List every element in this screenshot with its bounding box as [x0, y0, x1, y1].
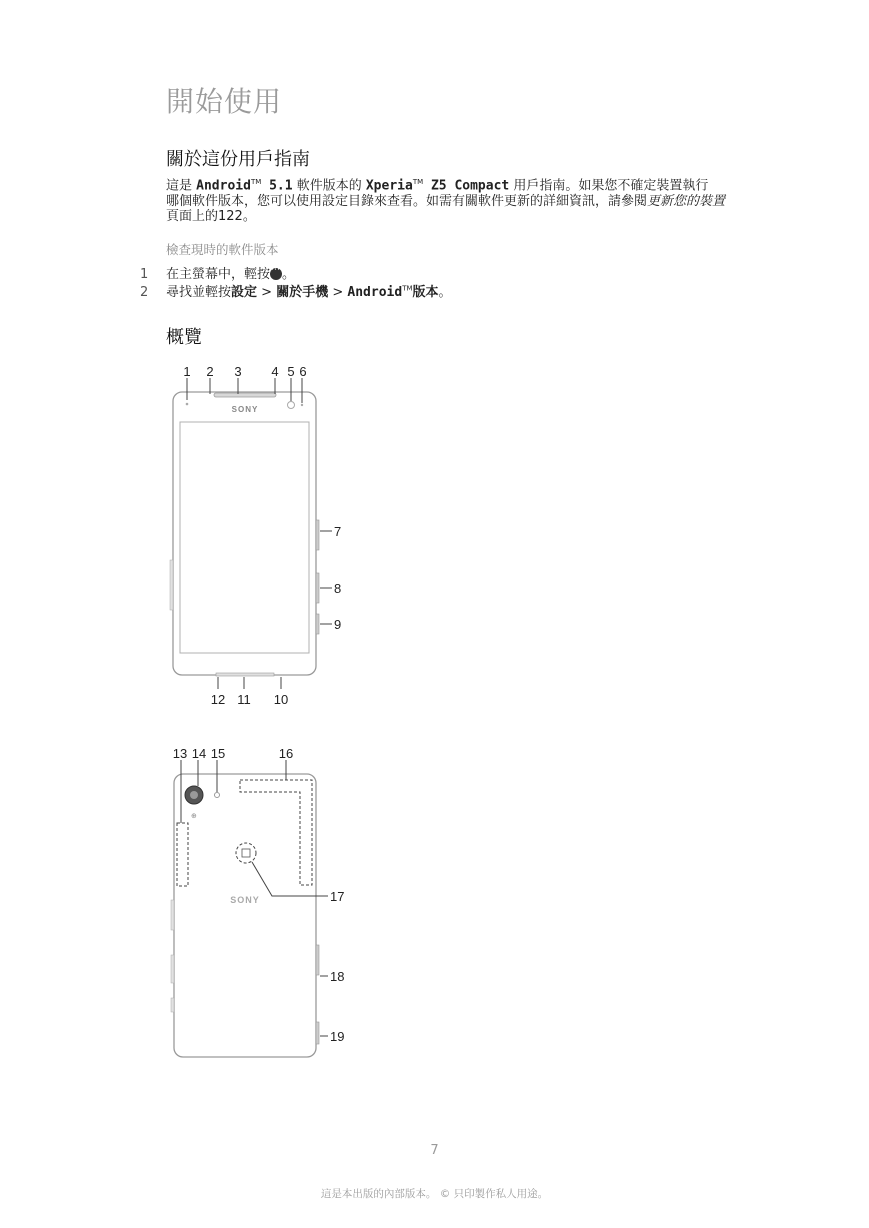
callout-18: 18 — [330, 969, 345, 984]
callout-7: 7 — [334, 524, 342, 539]
section-heading-overview: 概覽 — [166, 327, 202, 348]
step-1: 1 在主螢幕中，輕按⋯ 。 — [140, 263, 295, 282]
camera-label-mark: ⊕ — [191, 813, 197, 820]
section-heading-user-guide: 關於這份用戶指南 — [166, 149, 310, 170]
flash — [215, 793, 220, 798]
power-key — [316, 520, 319, 550]
back-side-slot-2 — [171, 955, 174, 983]
notification-light — [301, 404, 303, 406]
back-side-slot — [171, 900, 174, 930]
back-power-key — [316, 945, 319, 975]
callout-15: 15 — [210, 746, 226, 761]
antenna-area-top — [240, 780, 312, 885]
card-slot — [170, 560, 173, 610]
back-side-slot-3 — [171, 998, 174, 1012]
phone-front-screen — [180, 422, 309, 653]
callout-17: 17 — [330, 889, 345, 904]
callout-9: 9 — [334, 617, 342, 632]
update-device-link[interactable]: 更新您的裝置 — [647, 193, 726, 209]
callout-4: 4 — [271, 364, 279, 379]
chapter-title: 開始使用 — [166, 85, 283, 118]
callout-8: 8 — [334, 581, 342, 596]
back-brand: SONY — [230, 895, 260, 905]
nfc-area — [236, 843, 256, 863]
earpiece — [214, 393, 276, 397]
rear-camera-lens — [190, 791, 198, 799]
callout-10: 10 — [273, 692, 289, 707]
footer-note: 這是本出版的內部版本。 © 只印製作私人用途。 — [320, 1188, 549, 1200]
antenna-area — [177, 823, 188, 886]
front-brand: SONY — [231, 405, 259, 414]
camera-key — [316, 614, 319, 634]
front-camera — [288, 402, 295, 409]
phone-front-body — [173, 392, 316, 675]
phone-back-diagram — [150, 740, 370, 1070]
phone-front-diagram — [150, 355, 370, 715]
page-number: 7 — [430, 1143, 439, 1158]
callout-14: 14 — [191, 746, 207, 761]
callout-13: 13 — [172, 746, 188, 761]
callout-5: 5 — [287, 364, 295, 379]
sensor-dot — [186, 403, 189, 406]
volume-key — [316, 573, 319, 603]
back-camera-key — [316, 1022, 319, 1044]
callout-6: 6 — [299, 364, 307, 379]
step-2: 2 尋找並輕按設定 > 關於手機 > Android™版本。 — [140, 284, 452, 300]
nfc-icon — [242, 849, 250, 857]
callout-12: 12 — [210, 692, 226, 707]
callout-3: 3 — [234, 364, 242, 379]
bottom-speaker — [216, 673, 274, 676]
apps-icon — [270, 268, 282, 280]
check-version-subheading: 檢查現時的軟件版本 — [166, 242, 279, 257]
callout-11: 11 — [237, 692, 251, 707]
callout-16: 16 — [278, 746, 294, 761]
intro-paragraph: 這是 Android™ 5.1 軟件版本的 Xperia™ Z5 Compact 用戶指南。如果您不確定裝置執行 哪個軟件版本，您可以使用設定目錄來查看。如需有關軟件更新的詳細資訊，請參閱更新您的裝置頁面上的122。 — [166, 178, 726, 225]
callout-2: 2 — [206, 364, 214, 379]
callout-1: 1 — [183, 364, 191, 379]
callout-19: 19 — [330, 1029, 345, 1044]
